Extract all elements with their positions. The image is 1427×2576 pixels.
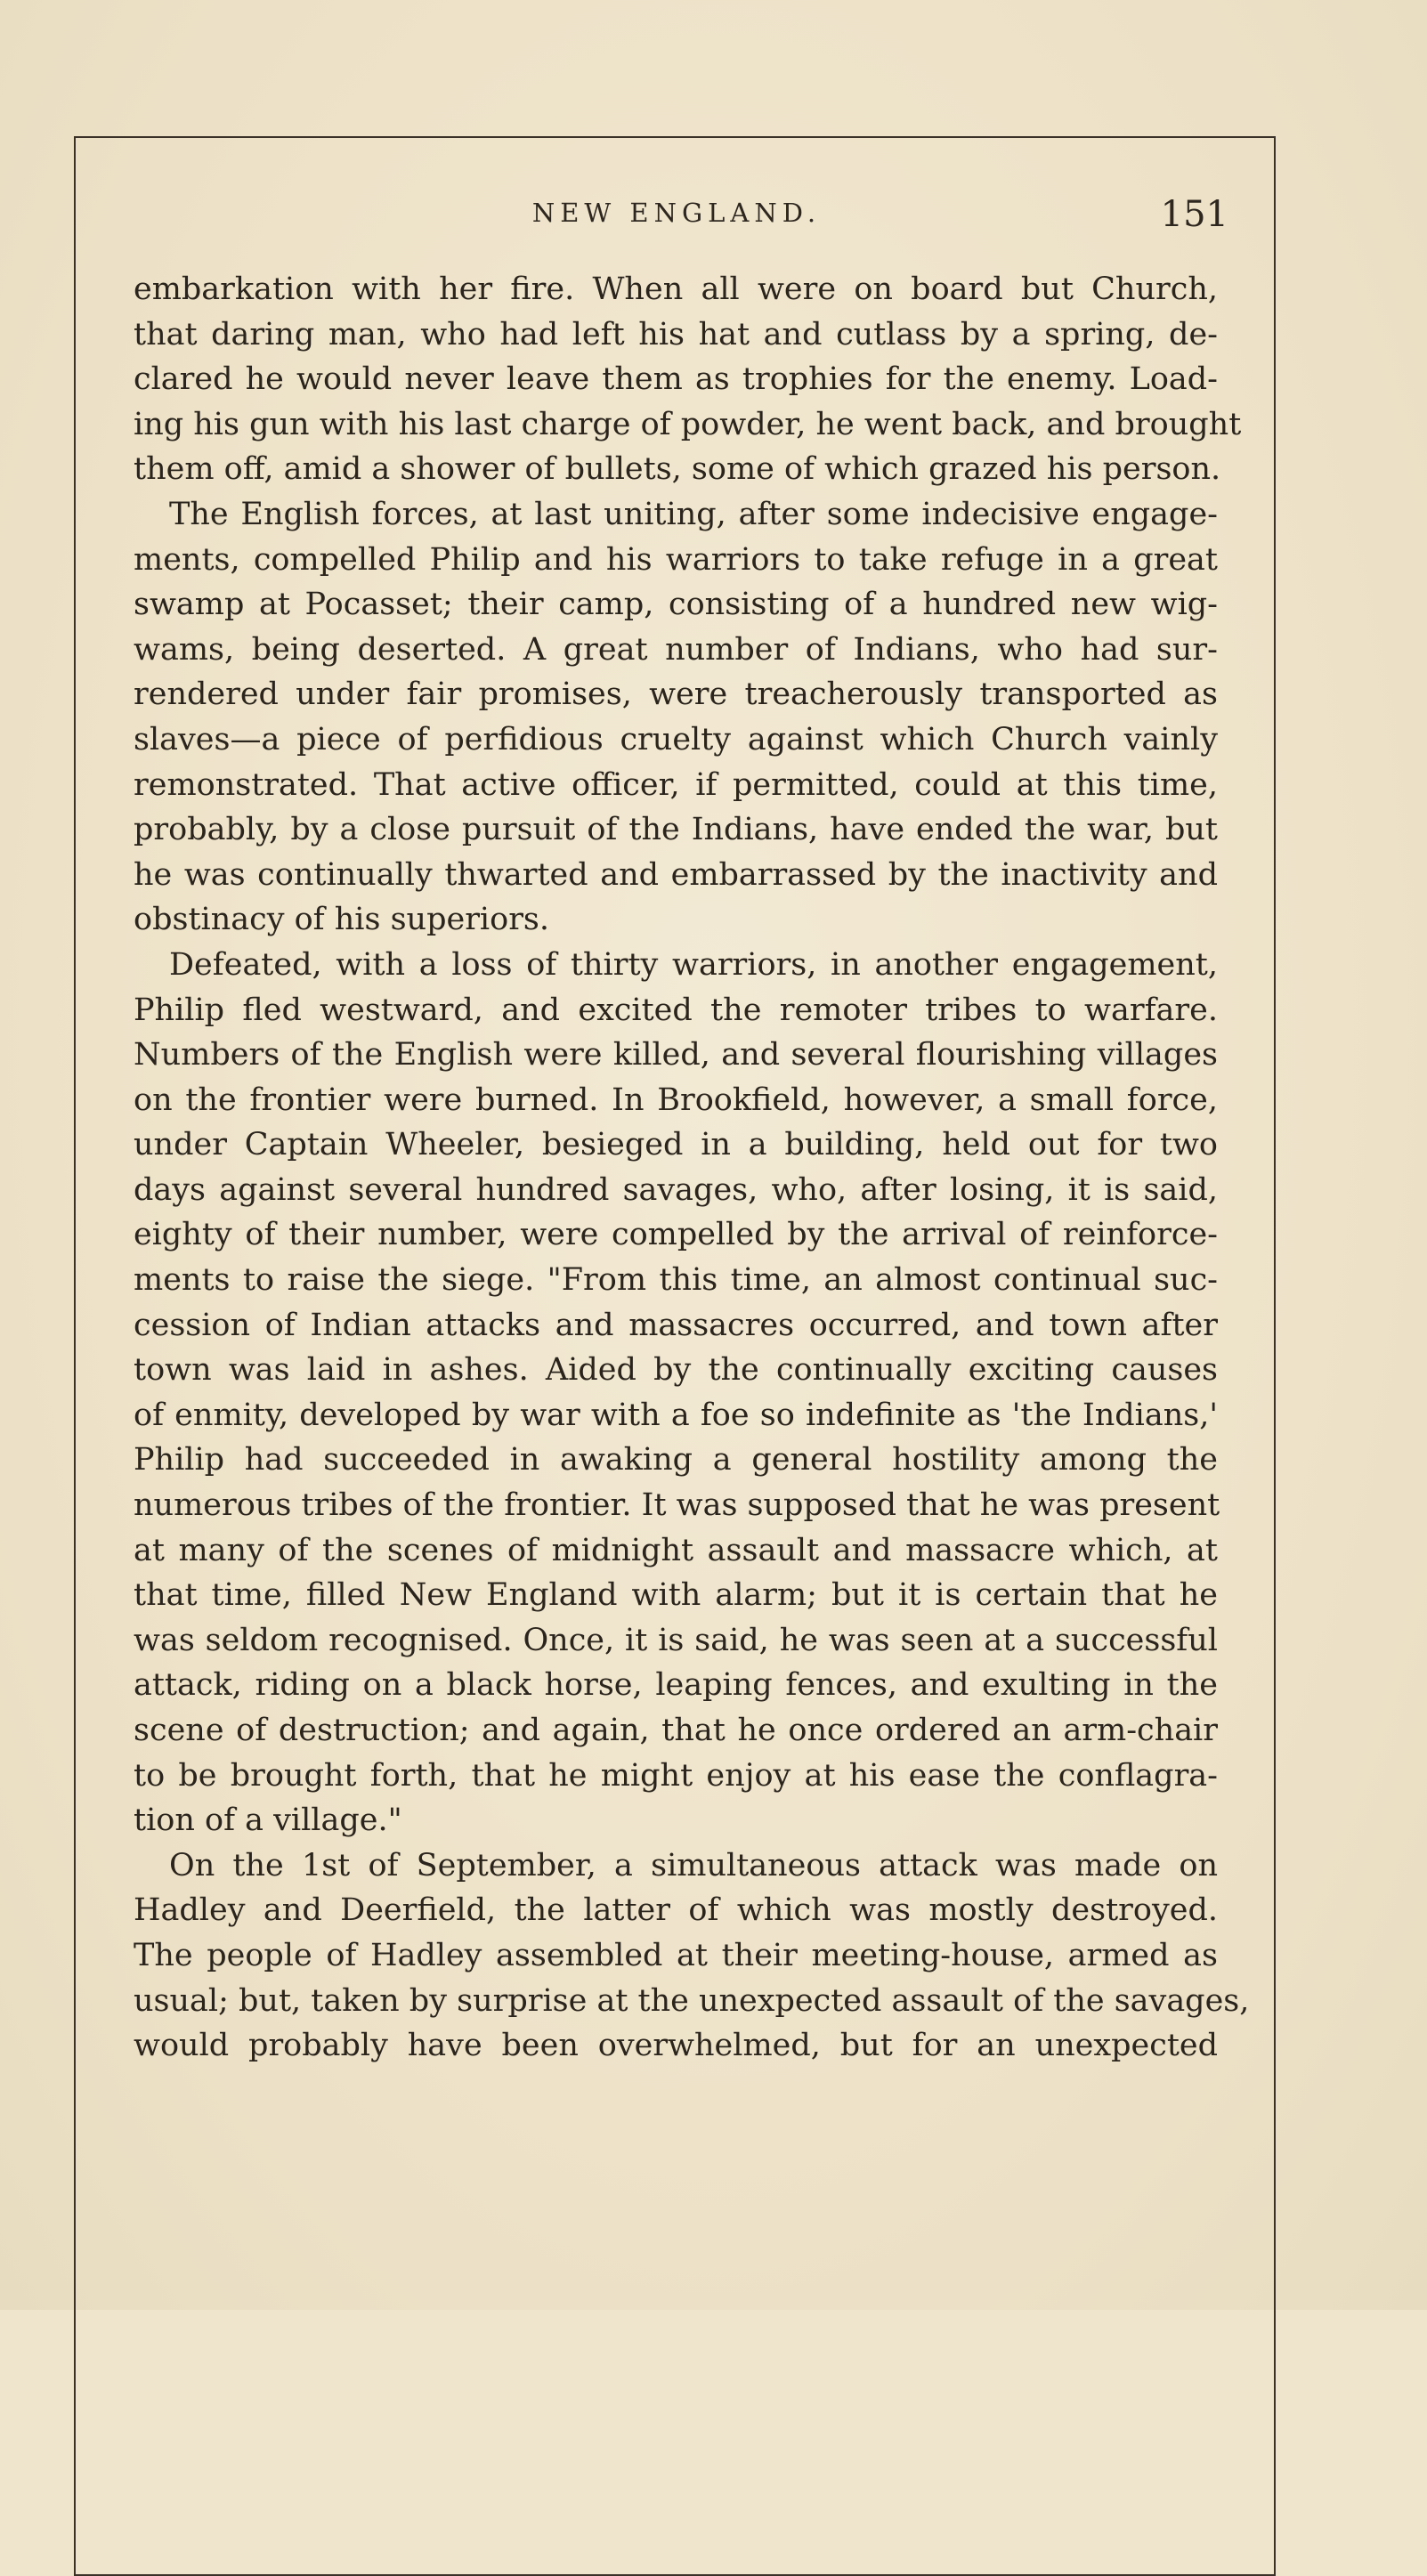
text-line: town was laid in ashes. Aided by the continually exciting causes — [134, 1352, 1218, 1389]
text-line: he was continually thwarted and embarrassed by the inactivity and — [134, 856, 1218, 893]
page-header — [125, 194, 1228, 244]
text-line: numerous tribes of the frontier. It was supposed that he was present — [134, 1487, 1220, 1524]
text-line: usual; but, taken by surprise at the unexpected assault of the savages, — [134, 1982, 1250, 2019]
text-line: would probably have been overwhelmed, but for an unexpected — [134, 2028, 1218, 2064]
text-line: swamp at Pocasset; their camp, consisting of a hundred new wig- — [134, 587, 1218, 623]
text-line: under Captain Wheeler, besieged in a building, held out for two — [134, 1127, 1218, 1163]
text-line: remonstrated. That active officer, if permitted, could at this time, — [134, 766, 1218, 803]
text-line: Philip fled westward, and excited the remoter tribes to warfare. — [134, 992, 1218, 1028]
text-line: slaves—a piece of perfidious cruelty against which Church vainly — [134, 721, 1218, 757]
text-line: at many of the scenes of midnight assault and massacre which, at — [134, 1532, 1218, 1568]
text-line: cession of Indian attacks and massacres occurred, and town after — [134, 1307, 1218, 1343]
text-line: that time, filled New England with alarm; but it is certain that he — [134, 1577, 1218, 1614]
text-line: ments, compelled Philip and his warriors to take refuge in a great — [134, 541, 1218, 578]
text-line: of enmity, developed by war with a foe so indefinite as 'the Indians,' — [134, 1397, 1218, 1433]
running-head: NEW ENGLAND. — [531, 198, 822, 228]
text-line: obstinacy of his superiors. — [134, 902, 550, 938]
text-line: them off, amid a shower of bullets, some of which grazed his person. — [134, 451, 1221, 488]
text-line: embarkation with her fire. When all were on board but Church, — [134, 271, 1218, 307]
page-number: 151 — [1160, 194, 1228, 235]
text-line: wams, being deserted. A great number of Indians, who had sur- — [134, 631, 1218, 668]
text-line: to be brought forth, that he might enjoy at his ease the conflagra- — [134, 1757, 1218, 1794]
text-line: ments to raise the siege. "From this time, an almost continual suc- — [134, 1262, 1218, 1299]
text-line: days against several hundred savages, who, after losing, it is said, — [134, 1171, 1218, 1208]
text-line: ing his gun with his last charge of powder, he went back, and brought — [134, 406, 1242, 442]
text-line: Defeated, with a loss of thirty warriors, in another engagement, — [169, 946, 1218, 983]
text-line: The people of Hadley assembled at their meeting-house, armed as — [134, 1937, 1218, 1973]
text-line: probably, by a close pursuit of the Indians, have ended the war, but — [134, 812, 1218, 848]
body-text — [134, 267, 1250, 2069]
text-line: on the frontier were burned. In Brookfield, however, a small force, — [134, 1081, 1218, 1118]
text-line: Hadley and Deerfield, the latter of which was mostly destroyed. — [134, 1892, 1218, 1929]
text-line: that daring man, who had left his hat and cutlass by a spring, de- — [134, 316, 1218, 352]
text-line: Philip had succeeded in awaking a general hostility among the — [134, 1442, 1218, 1478]
text-line: rendered under fair promises, were treacherously transported as — [134, 676, 1218, 713]
text-line: attack, riding on a black horse, leaping fences, and exulting in the — [134, 1667, 1218, 1704]
text-line: tion of a village." — [134, 1802, 402, 1839]
text-line: was seldom recognised. Once, it is said, he was seen at a successful — [134, 1622, 1218, 1658]
text-line: Numbers of the English were killed, and several flourishing villages — [134, 1037, 1218, 1073]
text-line: On the 1st of September, a simultaneous attack was made on — [169, 1847, 1218, 1883]
text-line: The English forces, at last uniting, after some indecisive engage- — [169, 496, 1218, 532]
text-line: clared he would never leave them as trophies for the enemy. Load- — [134, 361, 1218, 398]
text-line: eighty of their number, were compelled by the arrival of reinforce- — [134, 1217, 1218, 1253]
text-line: scene of destruction; and again, that he once ordered an arm-chair — [134, 1713, 1218, 1748]
